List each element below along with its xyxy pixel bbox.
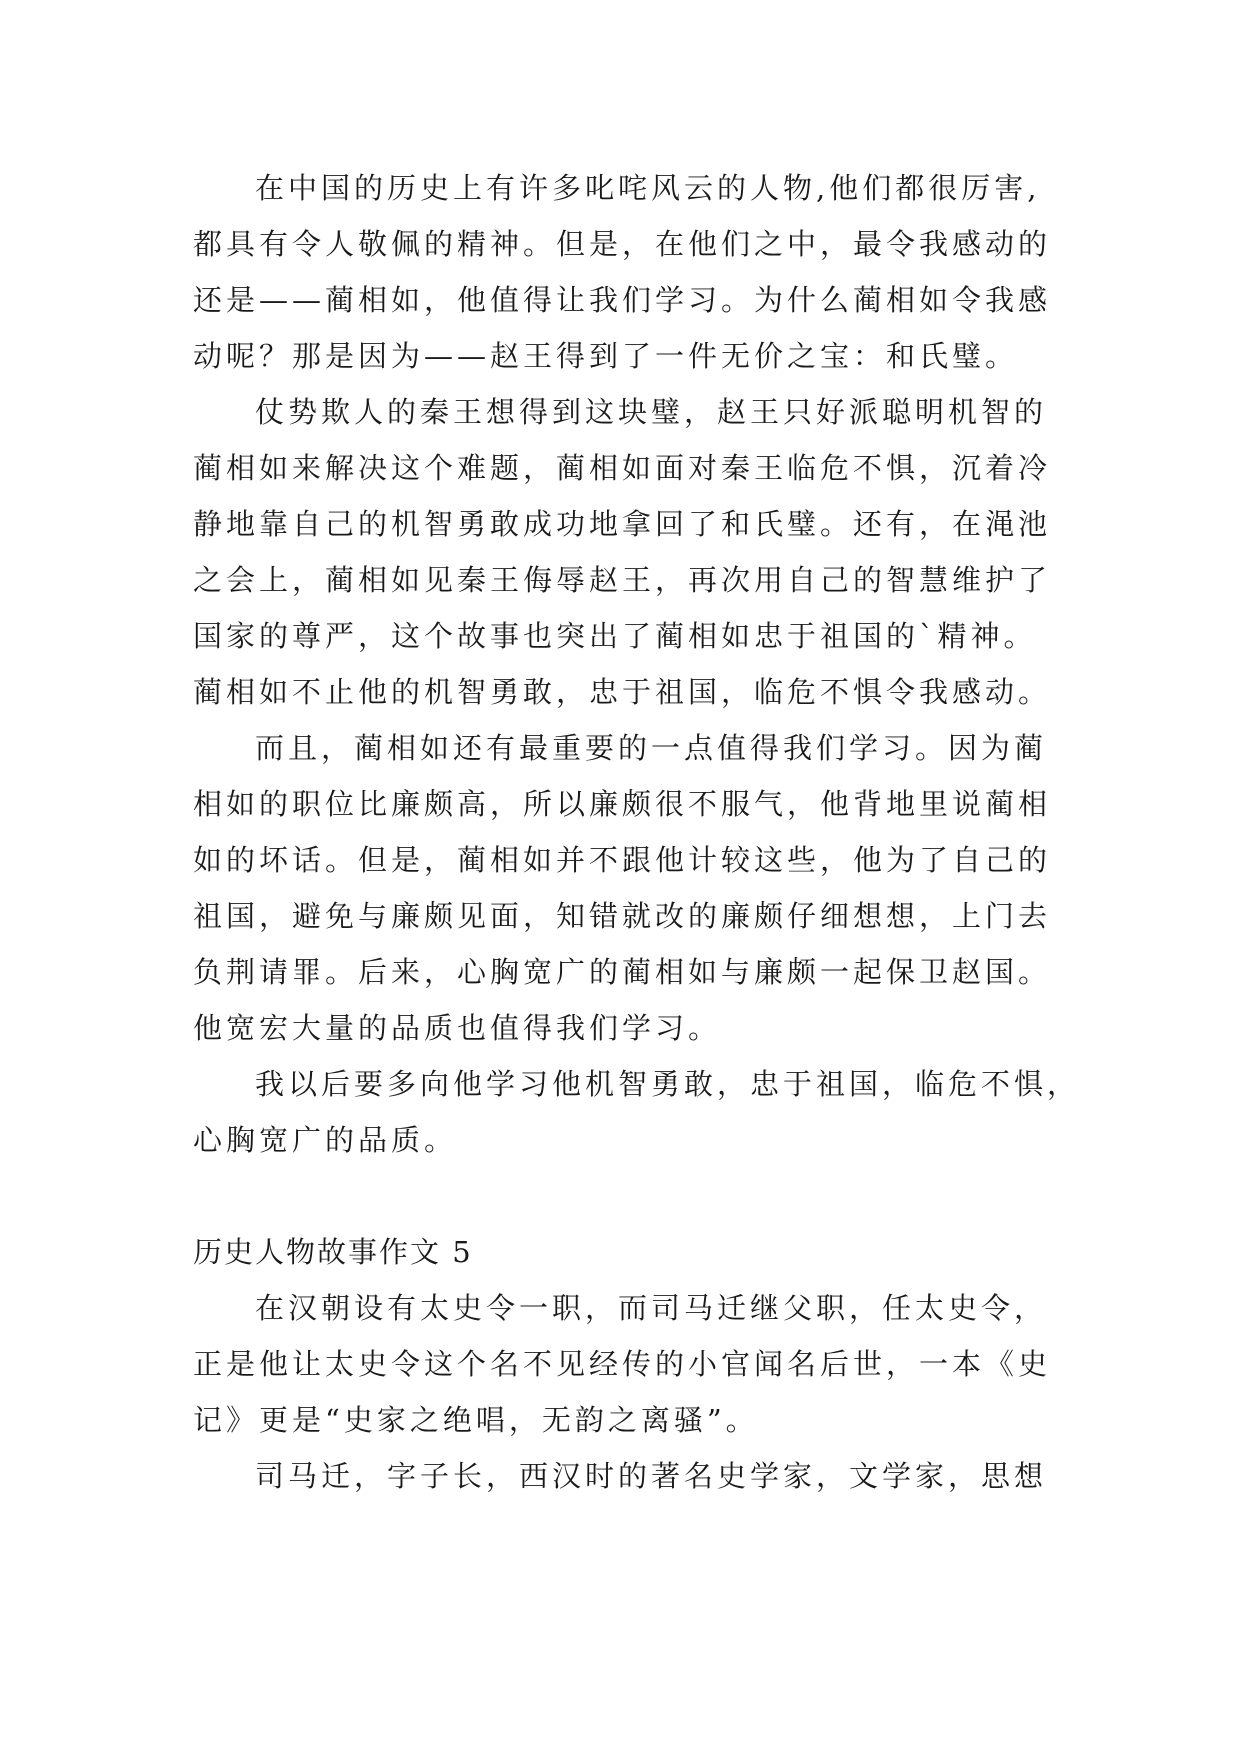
text-line: 我以后要多向他学习他机智勇敢，忠于祖国，临危不惧， (255, 1067, 1081, 1101)
text-line: 还是——蔺相如，他值得让我们学习。为什么蔺相如令我感 (193, 283, 1052, 317)
text-line: 正是他让太史令这个名不见经传的小官闻名后世，一本《史 (193, 1347, 1052, 1381)
text-line: 蔺相如不止他的机智勇敢，忠于祖国，临危不惧令我感动。 (193, 675, 1052, 709)
text-line: 祖国，避免与廉颇见面，知错就改的廉颇仔细想想，上门去 (193, 899, 1052, 933)
text-line: 静地靠自己的机智勇敢成功地拿回了和氏璧。还有，在渑池 (193, 507, 1052, 541)
text-line: 在汉朝设有太史令一职，而司马迁继父职，任太史令， (255, 1291, 1048, 1325)
text-line: 都具有令人敬佩的精神。但是，在他们之中，最令我感动的 (193, 227, 1052, 261)
text-line: 之会上，蔺相如见秦王侮辱赵王，再次用自己的智慧维护了 (193, 563, 1052, 597)
text-line: 相如的职位比廉颇高，所以廉颇很不服气，他背地里说蔺相 (193, 787, 1052, 821)
text-line: 国家的尊严，这个故事也突出了蔺相如忠于祖国的`精神。 (193, 619, 1037, 653)
text-line: 他宽宏大量的品质也值得我们学习。 (193, 1011, 722, 1045)
text-line: 而且，蔺相如还有最重要的一点值得我们学习。因为蔺 (255, 731, 1048, 765)
text-line: 司马迁，字子长，西汉时的著名史学家，文学家，思想 (255, 1459, 1048, 1493)
text-line: 在中国的历史上有许多叱咤风云的人物,他们都很厉害, (255, 171, 1041, 205)
text-line: 蔺相如来解决这个难题，蔺相如面对秦王临危不惧，沉着冷 (193, 451, 1052, 485)
text-line: 如的坏话。但是，蔺相如并不跟他计较这些，他为了自己的 (193, 843, 1052, 877)
text-line: 心胸宽广的品质。 (193, 1123, 458, 1157)
text-line: 动呢？那是因为——赵王得到了一件无价之宝：和氏璧。 (193, 339, 1019, 373)
text-line: 负荆请罪。后来，心胸宽广的蔺相如与廉颇一起保卫赵国。 (193, 955, 1052, 989)
document-body (193, 160, 1093, 1504)
text-line: 记》更是“史家之绝唱，无韵之离骚”。 (193, 1403, 759, 1437)
text-line: 仗势欺人的秦王想得到这块璧，赵王只好派聪明机智的 (255, 395, 1048, 429)
section-heading: 历史人物故事作文 5 (193, 1235, 473, 1269)
